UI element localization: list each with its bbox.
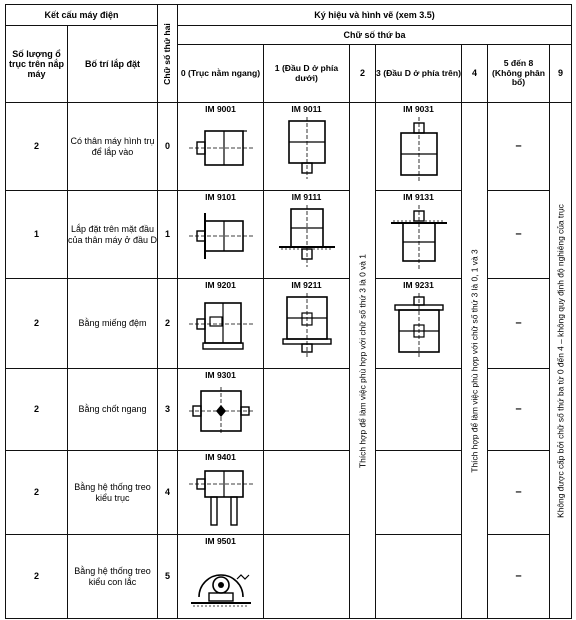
row-mounting: Lắp đặt trên mặt đầu của thân máy ở đầu D [68, 191, 158, 279]
im-9201-drawing [185, 293, 257, 355]
col4-note: Thích hợp để làm việc phù hợp với chữ số thứ 3 là 0, 1 và 3 [462, 103, 488, 619]
row-count: 2 [6, 103, 68, 191]
cell-im-9011: IM 9011 [264, 103, 350, 191]
row-digit: 4 [158, 451, 178, 535]
header-col2: 2 [350, 45, 376, 103]
row-digit: 3 [158, 369, 178, 451]
header-symbols: Ký hiệu và hình vẽ (xem 3.5) [178, 5, 572, 26]
im-9001-drawing [185, 117, 257, 177]
im-9011-drawing [271, 117, 343, 181]
cell-im-9111: IM 9111 [264, 191, 350, 279]
header-col58: 5 đến 8 (Không phân bổ) [488, 45, 550, 103]
row-digit: 5 [158, 535, 178, 619]
col9-note: Không được cấp bởi chữ số thứ ba từ 0 đến 4 – không quy định độ nghiêng của trục [550, 103, 572, 619]
row-mounting: Bằng hệ thống treo kiểu con lắc [68, 535, 158, 619]
im-9111-drawing [271, 205, 343, 269]
im-9101-drawing [185, 205, 257, 265]
cell-empty [264, 451, 350, 535]
row-count: 2 [6, 535, 68, 619]
mounting-table [5, 4, 572, 619]
cell-im-9231: IM 9231 [376, 279, 462, 369]
row-count: 2 [6, 451, 68, 535]
cell-im-9211: IM 9211 [264, 279, 350, 369]
header-second-digit: Chữ số thứ hai [158, 5, 178, 103]
header-col9: 9 [550, 45, 572, 103]
im-9031-drawing [383, 117, 455, 181]
header-col0: 0 (Trục nằm ngang) [178, 45, 264, 103]
cell-col58: – [488, 191, 550, 279]
im-9131-drawing [383, 205, 455, 269]
cell-empty [376, 451, 462, 535]
row-count: 1 [6, 191, 68, 279]
cell-im-9401: IM 9401 [178, 451, 264, 535]
row-mounting: Có thân máy hình trụ để lắp vào [68, 103, 158, 191]
header-third-digit: Chữ số thứ ba [178, 26, 572, 45]
cell-empty [264, 535, 350, 619]
cell-im-9131: IM 9131 [376, 191, 462, 279]
header-col1: 1 (Đầu D ở phía dưới) [264, 45, 350, 103]
cell-empty [376, 535, 462, 619]
cell-col58: – [488, 451, 550, 535]
col2-note: Thích hợp để làm việc phù hợp với chữ số thứ 3 là 0 và 1 [350, 103, 376, 619]
header-structure: Kết cấu máy điện [6, 5, 158, 26]
im-9211-drawing [271, 293, 343, 357]
cell-im-9501: IM 9501 [178, 535, 264, 619]
im-9231-drawing [383, 293, 455, 357]
cell-im-9201: IM 9201 [178, 279, 264, 369]
row-mounting: Bằng chốt ngang [68, 369, 158, 451]
cell-im-9001: IM 9001 [178, 103, 264, 191]
header-shaft-count: Số lượng ổ trục trên nắp máy [6, 26, 68, 103]
im-9401-drawing [185, 465, 257, 527]
cell-col58: – [488, 279, 550, 369]
row-mounting: Bằng miếng đệm [68, 279, 158, 369]
im-9301-drawing [185, 383, 257, 439]
header-mounting: Bố trí lắp đặt [68, 26, 158, 103]
row-mounting: Bằng hệ thống treo kiểu trục [68, 451, 158, 535]
row-digit: 0 [158, 103, 178, 191]
row-digit: 2 [158, 279, 178, 369]
cell-empty [376, 369, 462, 451]
cell-col58: – [488, 535, 550, 619]
header-col4: 4 [462, 45, 488, 103]
row-count: 2 [6, 279, 68, 369]
row-count: 2 [6, 369, 68, 451]
cell-im-9101: IM 9101 [178, 191, 264, 279]
cell-im-9301: IM 9301 [178, 369, 264, 451]
cell-col58: – [488, 369, 550, 451]
header-col3: 3 (Đầu D ở phía trên) [376, 45, 462, 103]
row-digit: 1 [158, 191, 178, 279]
cell-empty [264, 369, 350, 451]
cell-im-9031: IM 9031 [376, 103, 462, 191]
im-9501-drawing [185, 549, 257, 611]
cell-col58: – [488, 103, 550, 191]
